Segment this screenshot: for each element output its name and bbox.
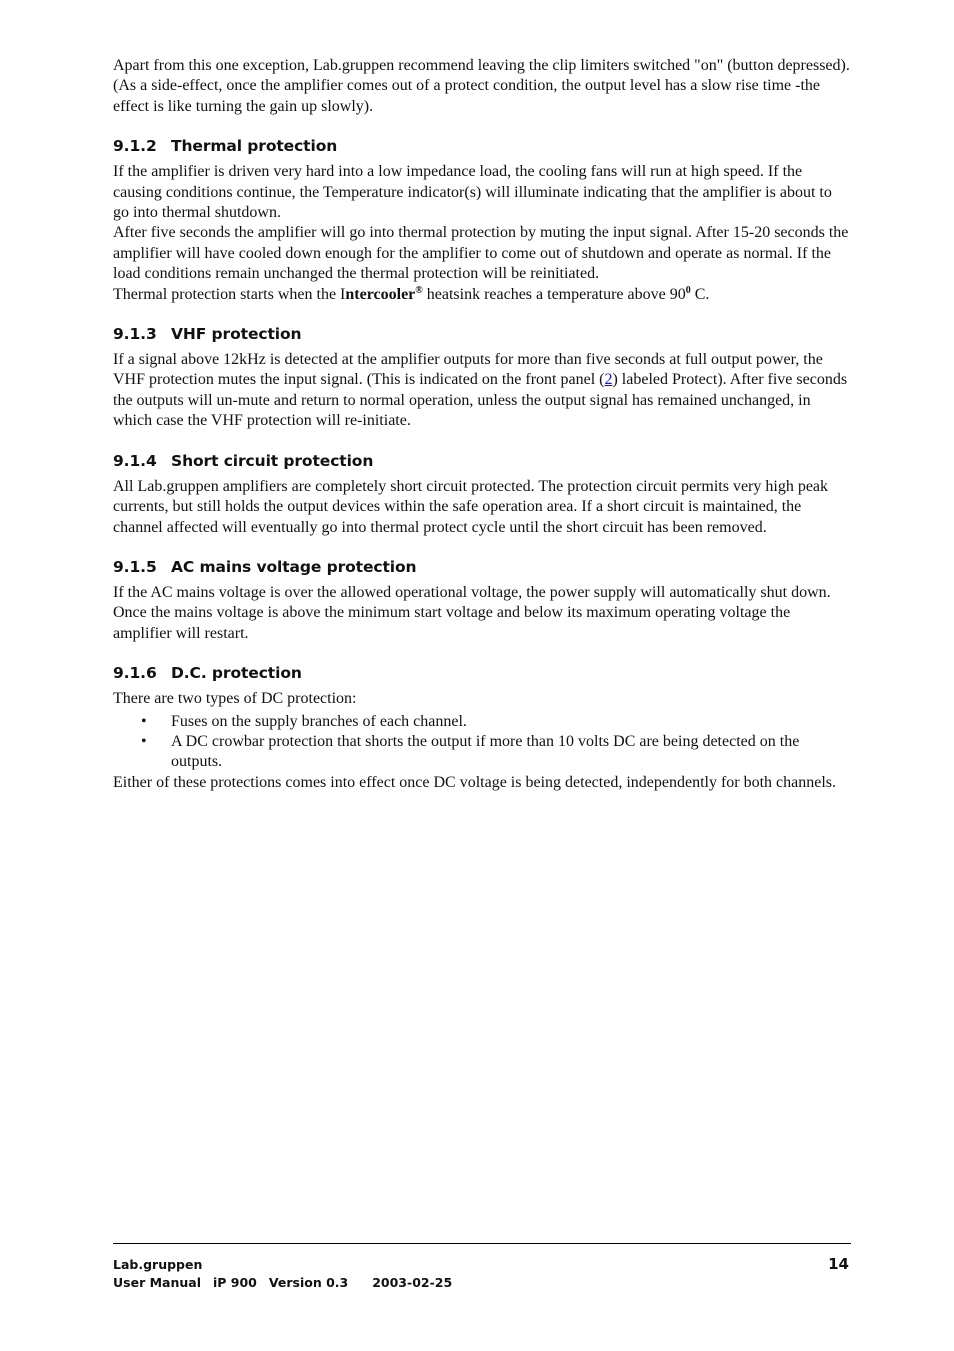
text-run: C. [690, 285, 710, 303]
list-item [113, 712, 851, 732]
footer-version: Version 0.3 [268, 1275, 349, 1290]
section-number: 9.1.5 [113, 557, 157, 576]
dc-closing-paragraph: Either of these protections comes into effect once DC voltage is being detected, independently for both channels. [113, 773, 837, 791]
bullet-icon: • [141, 732, 147, 750]
front-panel-reference-link[interactable]: 2 [604, 371, 613, 389]
ac-mains-paragraph: If the AC mains voltage is over the allowed operational voltage, the power supply will automatically shut down. Once the mains voltage is above the minimum start voltage and below its maximum operating voltage the amplifier will restart. [113, 583, 831, 642]
thermal-paragraph-1: If the amplifier is driven very hard into a low impedance load, the cooling fans will run at high speed. If the causing conditions continue, the Temperature indicator(s) will illuminate indicating that the amplifier is about to go into thermal shutdown. [113, 163, 832, 222]
list-item-text: A DC crowbar protection that shorts the output if more than 10 volts DC are being detected on the outputs. [171, 732, 800, 771]
section-number: 9.1.3 [113, 325, 157, 344]
list-item-text: Fuses on the supply branches of each channel. [171, 712, 467, 730]
section-heading-vhf [113, 324, 851, 344]
section-heading-dc [113, 663, 851, 683]
section-title: D.C. protection [171, 664, 302, 683]
footer-model: iP 900 [212, 1275, 257, 1290]
footer-doc-title: User Manual [113, 1275, 201, 1290]
text-run: If a signal above 12kHz is detected at the amplifier outputs for more than five seconds at full output power, the VHF protection mutes the input signal. (This is indicated on the front panel ( [113, 351, 823, 389]
degree-superscript: 0 [685, 284, 691, 296]
section-number: 9.1.6 [113, 664, 157, 683]
intro-paragraph: Apart from this one exception, Lab.gruppen recommend leaving the clip limiters switched "on" (button depressed). (As a side-effect, once the amplifier comes out of a protect condition, the output level has a slow rise time -the effect is like turning the gain up slowly). [113, 57, 850, 115]
section-heading-short-circuit [113, 451, 851, 471]
thermal-paragraph-3 [113, 285, 851, 305]
registered-mark: ® [415, 284, 423, 296]
section-heading-ac-mains [113, 557, 851, 577]
intercooler-brand: ntercooler [345, 285, 416, 303]
section-number: 9.1.2 [113, 137, 157, 156]
dc-intro-paragraph: There are two types of DC protection: [113, 690, 357, 708]
footer-date: 2003-02-25 [372, 1275, 453, 1290]
page-number: 14 [828, 1255, 849, 1273]
footer-document-info [113, 1274, 851, 1292]
section-title: Thermal protection [171, 137, 338, 156]
vhf-paragraph [113, 350, 851, 432]
section-title: AC mains voltage protection [171, 557, 417, 576]
footer-company: Lab.gruppen [113, 1257, 203, 1272]
section-title: VHF protection [171, 325, 302, 344]
page-footer [113, 1256, 851, 1292]
section-title: Short circuit protection [171, 451, 374, 470]
thermal-paragraph-2: After five seconds the amplifier will go into thermal protection by muting the input signal. After 15-20 seconds the amplifier will have cooled down enough for the amplifier to come out of shutdown and operate as normal. If the load conditions remain unchanged the thermal protection will be reinitiated. [113, 224, 849, 283]
text-run: heatsink reaches a temperature above 90 [422, 285, 686, 303]
section-heading-thermal [113, 136, 851, 156]
section-number: 9.1.4 [113, 451, 157, 470]
bullet-icon: • [141, 712, 147, 730]
dc-bullet-list [113, 712, 851, 773]
text-run: ) labeled Protect). After five seconds the outputs will un-mute and return to normal operation, unless the output signal has remained unchanged, in which case the VHF protection will re-initiate. [113, 371, 848, 430]
text-run: Thermal protection starts when the I [113, 285, 346, 303]
list-item [113, 732, 851, 773]
footer-divider [113, 1243, 851, 1244]
short-circuit-paragraph: All Lab.gruppen amplifiers are completely short circuit protected. The protection circuit permits very high peak currents, but still holds the output devices within the safe operation area. If a short circuit is maintained, the channel affected will eventually go into thermal protect cycle until the short circuit has been removed. [113, 477, 829, 536]
document-body [113, 56, 851, 793]
